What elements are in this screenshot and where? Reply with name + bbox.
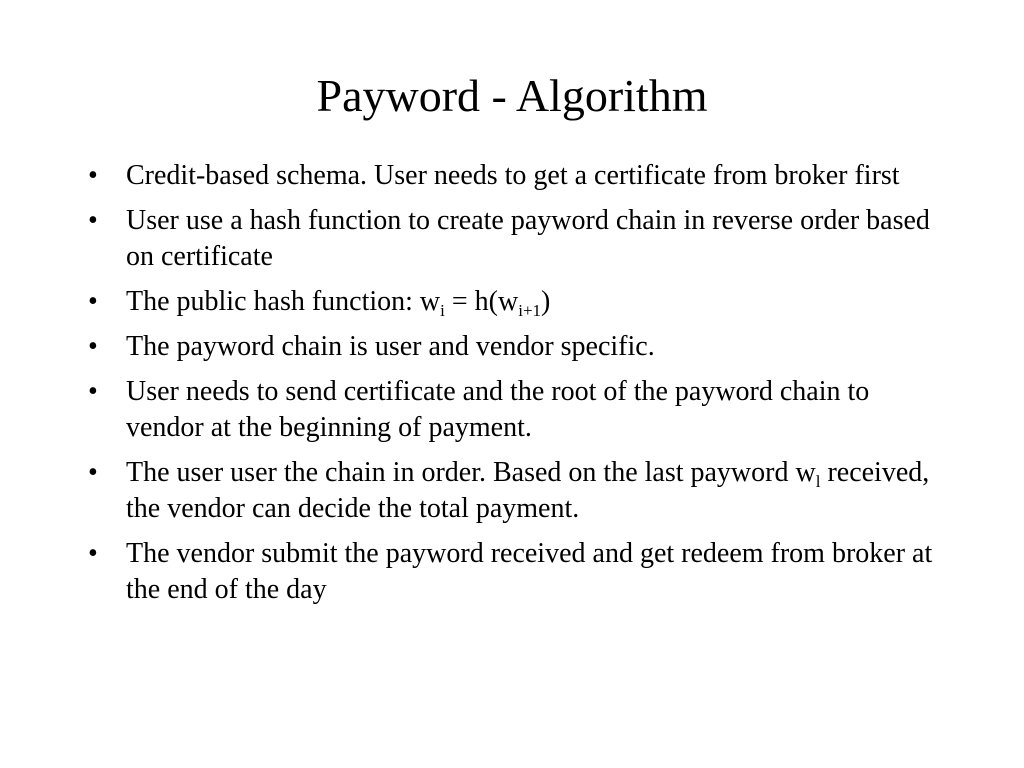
bullet-item-chain-in-order — [88, 455, 948, 527]
bullet-subscript-l: l — [815, 472, 821, 491]
bullet-text-pre: The user user the chain in order. Based on the last payword w — [126, 457, 816, 488]
bullet-icon: • — [88, 457, 98, 488]
bullet-text: User use a hash function to create payword chain in reverse order based on certificate — [126, 205, 930, 272]
bullet-text: User needs to send certificate and the root of the payword chain to vendor at the beginning of payment. — [126, 376, 870, 443]
bullet-text-post: received, the vendor can decide the total payment. — [126, 457, 930, 524]
bullet-text — [126, 286, 551, 320]
bullet-item-credit-schema — [88, 158, 948, 194]
bullet-item-chain-specific — [88, 329, 948, 365]
bullet-icon: • — [88, 538, 98, 569]
formula-subscript-i-plus-1: i+1 — [518, 301, 542, 320]
formula-text-pre: The public hash function: w — [126, 286, 441, 317]
bullet-text: The vendor submit the payword received and get redeem from broker at the end of the day — [126, 538, 933, 605]
bullet-icon: • — [88, 286, 98, 317]
formula-subscript-i: i — [440, 301, 445, 320]
bullet-text: Credit-based schema. User needs to get a certificate from broker first — [126, 160, 900, 191]
formula-text-mid: = h(w — [444, 286, 519, 317]
bullet-icon: • — [88, 376, 98, 407]
bullet-text: The payword chain is user and vendor specific. — [126, 331, 655, 362]
bullet-icon: • — [88, 205, 98, 236]
bullet-icon: • — [88, 331, 98, 362]
bullet-list — [88, 158, 948, 617]
bullet-item-public-hash-function — [88, 284, 948, 320]
bullet-icon: • — [88, 160, 98, 191]
bullet-item-vendor-redeem — [88, 536, 948, 608]
formula-text-post: ) — [541, 286, 551, 317]
bullet-item-hash-chain — [88, 203, 948, 275]
bullet-text — [126, 457, 929, 524]
bullet-item-send-certificate — [88, 374, 948, 446]
slide-title: Payword - Algorithm — [316, 70, 708, 121]
